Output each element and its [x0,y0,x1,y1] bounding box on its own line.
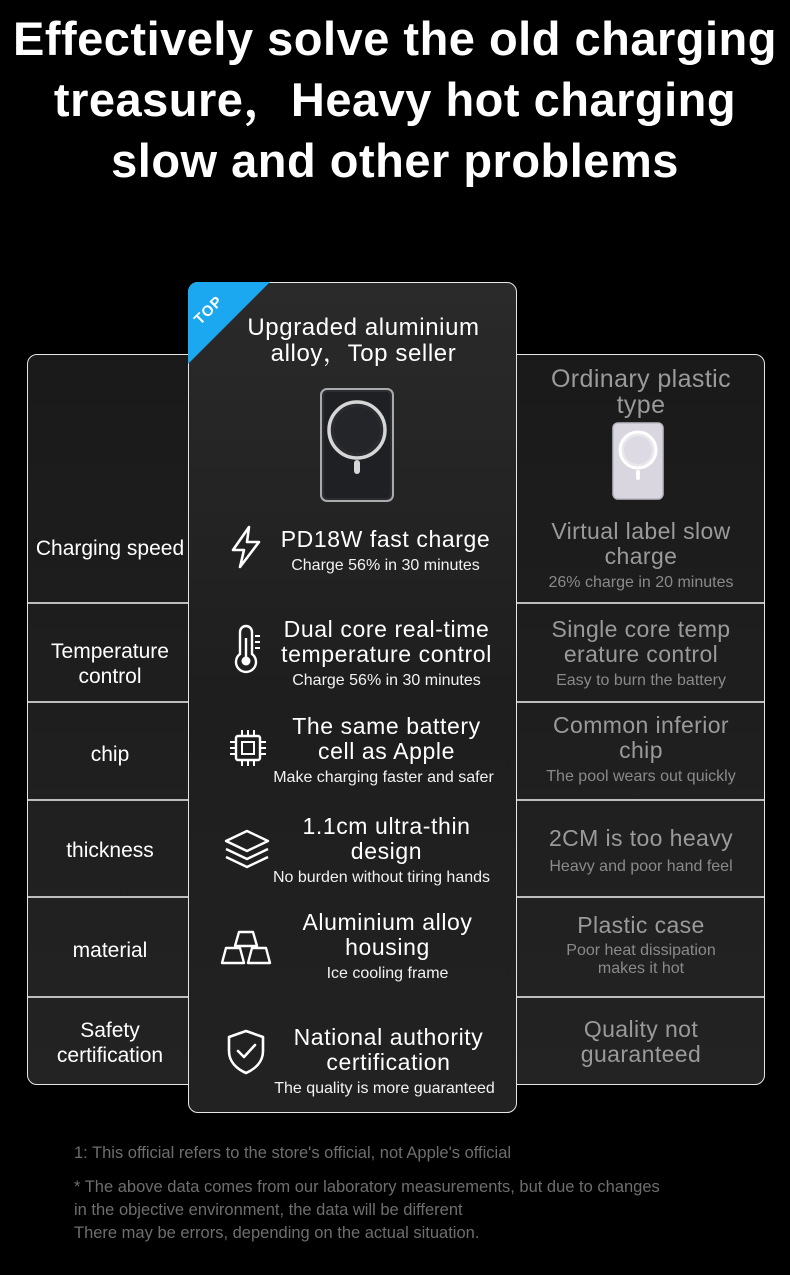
ordinary-cell-temperature-control: Single core temp erature control Easy to burn the battery [551,616,731,689]
footnote-official: 1: This official refers to the store's official, not Apple's official [74,1144,512,1162]
headline: Effectively solve the old charging treasure，Heavy hot charging slow and other problems [13,12,777,187]
ordinary-cell-safety-certification: Quality not guaranteed [580,1016,702,1067]
ordinary-cell-thickness: 2CM is too heavy Heavy and poor hand feel [548,825,734,875]
upgraded-cell-safety-certification: National authority certification The quality is more guaranteed [274,1024,495,1097]
row-divider [517,602,764,604]
row-divider [28,799,188,801]
row-label-temperature-control: Temperature control [51,640,169,688]
row-divider [517,896,764,898]
row-divider [517,799,764,801]
row-divider [28,701,188,703]
upgraded-cell-chip: The same battery cell as Apple Make charging faster and safer [273,713,494,786]
upgraded-cell-charging-speed: PD18W fast charge Charge 56% in 30 minutes [280,526,491,574]
upgraded-cell-thickness: 1.1cm ultra-thin design No burden without tiring hands [272,813,491,886]
row-label-material: material [72,939,148,962]
upgraded-title: Upgraded aluminium alloy，Top seller [247,314,480,367]
footnote-lab-data: * The above data comes from our laboratory measurements, but due to changes in the objective environment, the data will be different [74,1178,660,1219]
ordinary-cell-chip: Common inferior chip The pool wears out quickly [546,712,736,785]
row-divider [28,996,188,998]
ordinary-cell-charging-speed: Virtual label slow charge 26% charge in 20 minutes [548,518,734,591]
footnote-errors: There may be errors, depending on the actual situation. [74,1224,480,1242]
row-divider [28,896,188,898]
footnotes [74,1142,754,1245]
ordinary-header [518,366,764,418]
row-divider [28,602,188,604]
row-divider [517,996,764,998]
plastic-power-bank-image [612,422,664,500]
row-divider [517,701,764,703]
upgraded-cell-temperature-control: Dual core real-time temperature control Charge 56% in 30 minutes [281,616,492,689]
row-label-thickness: thickness [66,839,154,862]
upgraded-cell-material: Aluminium alloy housing Ice cooling frame [302,909,473,982]
top-badge: TOP [188,282,270,364]
ordinary-cell-material: Plastic case Poor heat dissipation makes it hot [566,912,716,977]
row-label-chip: chip [90,743,130,766]
ordinary-title: Ordinary plastic type [550,365,732,419]
aluminium-power-bank-image [320,388,394,502]
upgraded-column [188,282,517,1113]
row-label-safety-certification: Safety certification [56,1019,164,1067]
row-label-charging-speed: Charging speed [35,537,185,560]
